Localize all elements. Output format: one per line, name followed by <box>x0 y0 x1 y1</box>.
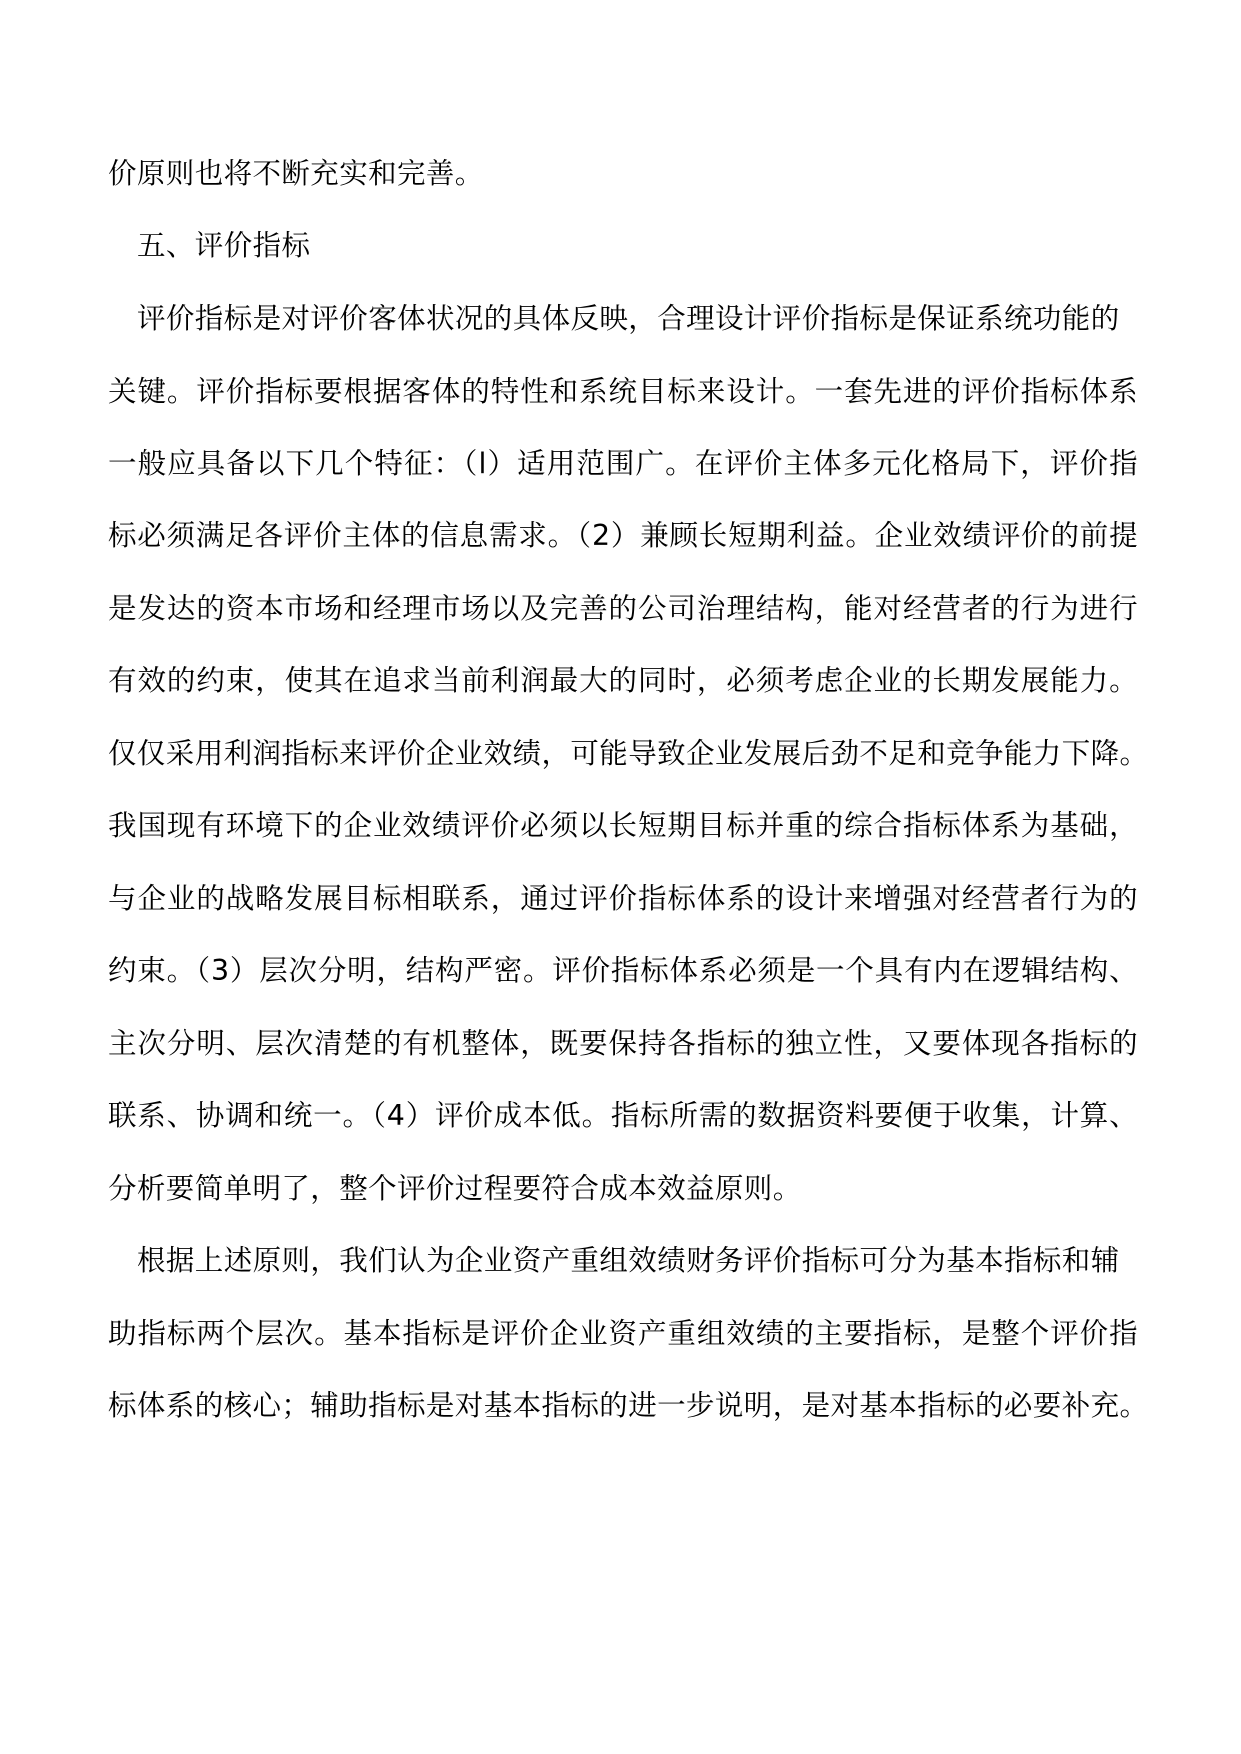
paragraph-line: 标必须满足各评价主体的信息需求。（2）兼顾长短期利益。企业效绩评价的前提 <box>108 519 1138 552</box>
paragraph-line: 助指标两个层次。基本指标是评价企业资产重组效绩的主要指标，是整个评价指 <box>108 1317 1138 1350</box>
paragraph-line: 是发达的资本市场和经理市场以及完善的公司治理结构，能对经营者的行为进行 <box>108 592 1138 625</box>
paragraph-line: 仅仅采用利润指标来评价企业效绩，可能导致企业发展后劲不足和竞争能力下降。 <box>108 737 1149 770</box>
paragraph-line: 约束。（3）层次分明，结构严密。评价指标体系必须是一个具有内在逻辑结构、 <box>108 954 1138 987</box>
paragraph-line: 与企业的战略发展目标相联系，通过评价指标体系的设计来增强对经营者行为的 <box>108 882 1138 915</box>
paragraph-line: 联系、协调和统一。（4）评价成本低。指标所需的数据资料要便于收集，计算、 <box>108 1099 1138 1132</box>
paragraph-line: 关键。评价指标要根据客体的特性和系统目标来设计。一套先进的评价指标体系 <box>108 375 1138 408</box>
paragraph-line: 有效的约束，使其在追求当前利润最大的同时，必须考虑企业的长期发展能力。 <box>108 664 1138 697</box>
section-heading: 五、评价指标 <box>137 229 311 262</box>
paragraph-continuation-line: 价原则也将不断充实和完善。 <box>108 157 484 190</box>
paragraph-line: 评价指标是对评价客体状况的具体反映，合理设计评价指标是保证系统功能的 <box>137 302 1120 335</box>
paragraph-line: 我国现有环境下的企业效绩评价必须以长短期目标并重的综合指标体系为基础， <box>108 809 1138 842</box>
paragraph-line-last: 分析要简单明了，整个评价过程要符合成本效益原则。 <box>108 1172 802 1205</box>
paragraph-line: 主次分明、层次清楚的有机整体，既要保持各指标的独立性，又要体现各指标的 <box>108 1027 1138 1060</box>
paragraph-line: 一般应具备以下几个特征：（l）适用范围广。在评价主体多元化格局下，评价指 <box>108 447 1138 480</box>
paragraph-line: 根据上述原则，我们认为企业资产重组效绩财务评价指标可分为基本指标和辅 <box>137 1244 1120 1277</box>
paragraph-line: 标体系的核心；辅助指标是对基本指标的进一步说明，是对基本指标的必要补充。 <box>108 1389 1149 1422</box>
